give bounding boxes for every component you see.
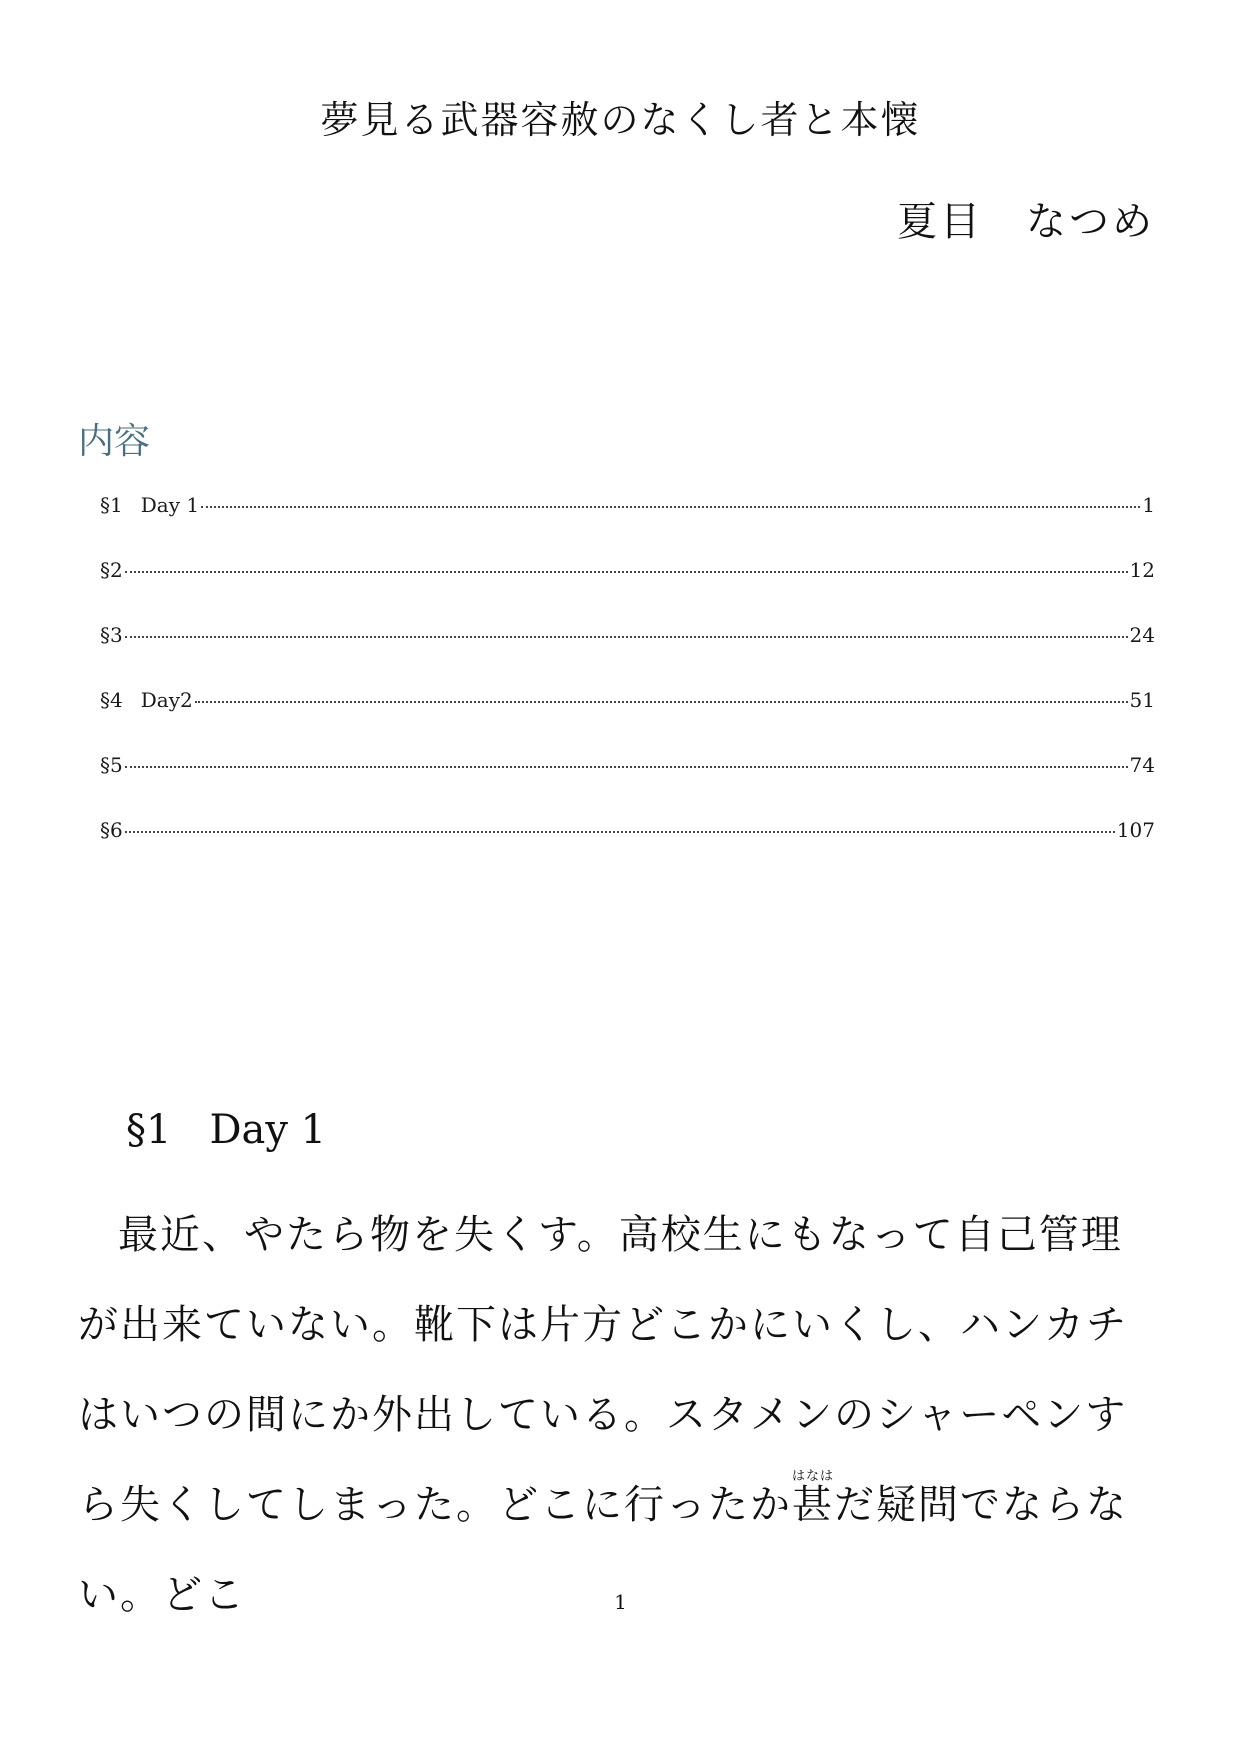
toc-dot-leader — [201, 505, 1140, 508]
body-paragraph — [78, 1190, 1163, 1640]
toc-entry[interactable] — [100, 493, 1155, 558]
page-number: 1 — [614, 1590, 627, 1614]
toc-section-number: §2 — [100, 558, 123, 582]
toc-section-number: §6 — [100, 818, 123, 842]
document-title: 夢見る武器容赦のなくし者と本懐 — [320, 98, 921, 142]
toc-section-number: §4 — [100, 688, 123, 712]
ruby-base: 甚 — [792, 1482, 834, 1528]
toc-heading: 内容 — [78, 421, 151, 462]
toc-entry[interactable] — [100, 688, 1155, 753]
toc-entry-title: Day2 — [140, 688, 193, 712]
toc-dot-leader — [125, 635, 1128, 638]
toc-entry[interactable] — [100, 818, 1155, 883]
toc-page-number: 12 — [1129, 558, 1155, 582]
toc-page-number: 74 — [1129, 753, 1155, 777]
ruby-annotation — [792, 1469, 835, 1528]
body-text-after: だ疑問でならない。どこ — [78, 1482, 1128, 1618]
body-text-before: 最近、やたら物を失くす。高校生にもなって自己管理が出来ていない。靴下は片方どこかにいくし、ハンカチはいつの間にか外出している。スタメンのシャーペンすら失くしてしまった。どこに行ったか — [78, 1212, 1128, 1528]
toc-section-number: §5 — [100, 753, 123, 777]
chapter-title: Day 1 — [209, 1107, 327, 1153]
chapter-section-number: §1 — [126, 1107, 172, 1153]
ruby-reading: はなは — [792, 1469, 835, 1484]
toc-entry[interactable] — [100, 623, 1155, 688]
toc-entry[interactable] — [100, 558, 1155, 623]
chapter-heading — [126, 1100, 326, 1160]
toc-section-number: §1 — [100, 493, 123, 517]
toc-entry[interactable] — [100, 753, 1155, 818]
toc-dot-leader — [125, 570, 1128, 573]
toc-page-number: 51 — [1129, 688, 1155, 712]
toc-entry-title: Day 1 — [140, 493, 200, 517]
toc-section-number: §3 — [100, 623, 123, 647]
toc-page-number: 1 — [1142, 493, 1155, 517]
toc-page-number: 107 — [1116, 818, 1155, 842]
toc-dot-leader — [125, 765, 1128, 768]
author-name: 夏目 なつめ — [897, 199, 1155, 245]
toc-page-number: 24 — [1129, 623, 1155, 647]
toc-dot-leader — [195, 700, 1128, 703]
table-of-contents — [100, 493, 1155, 883]
body-text — [78, 1190, 1163, 1640]
toc-dot-leader — [125, 830, 1115, 833]
